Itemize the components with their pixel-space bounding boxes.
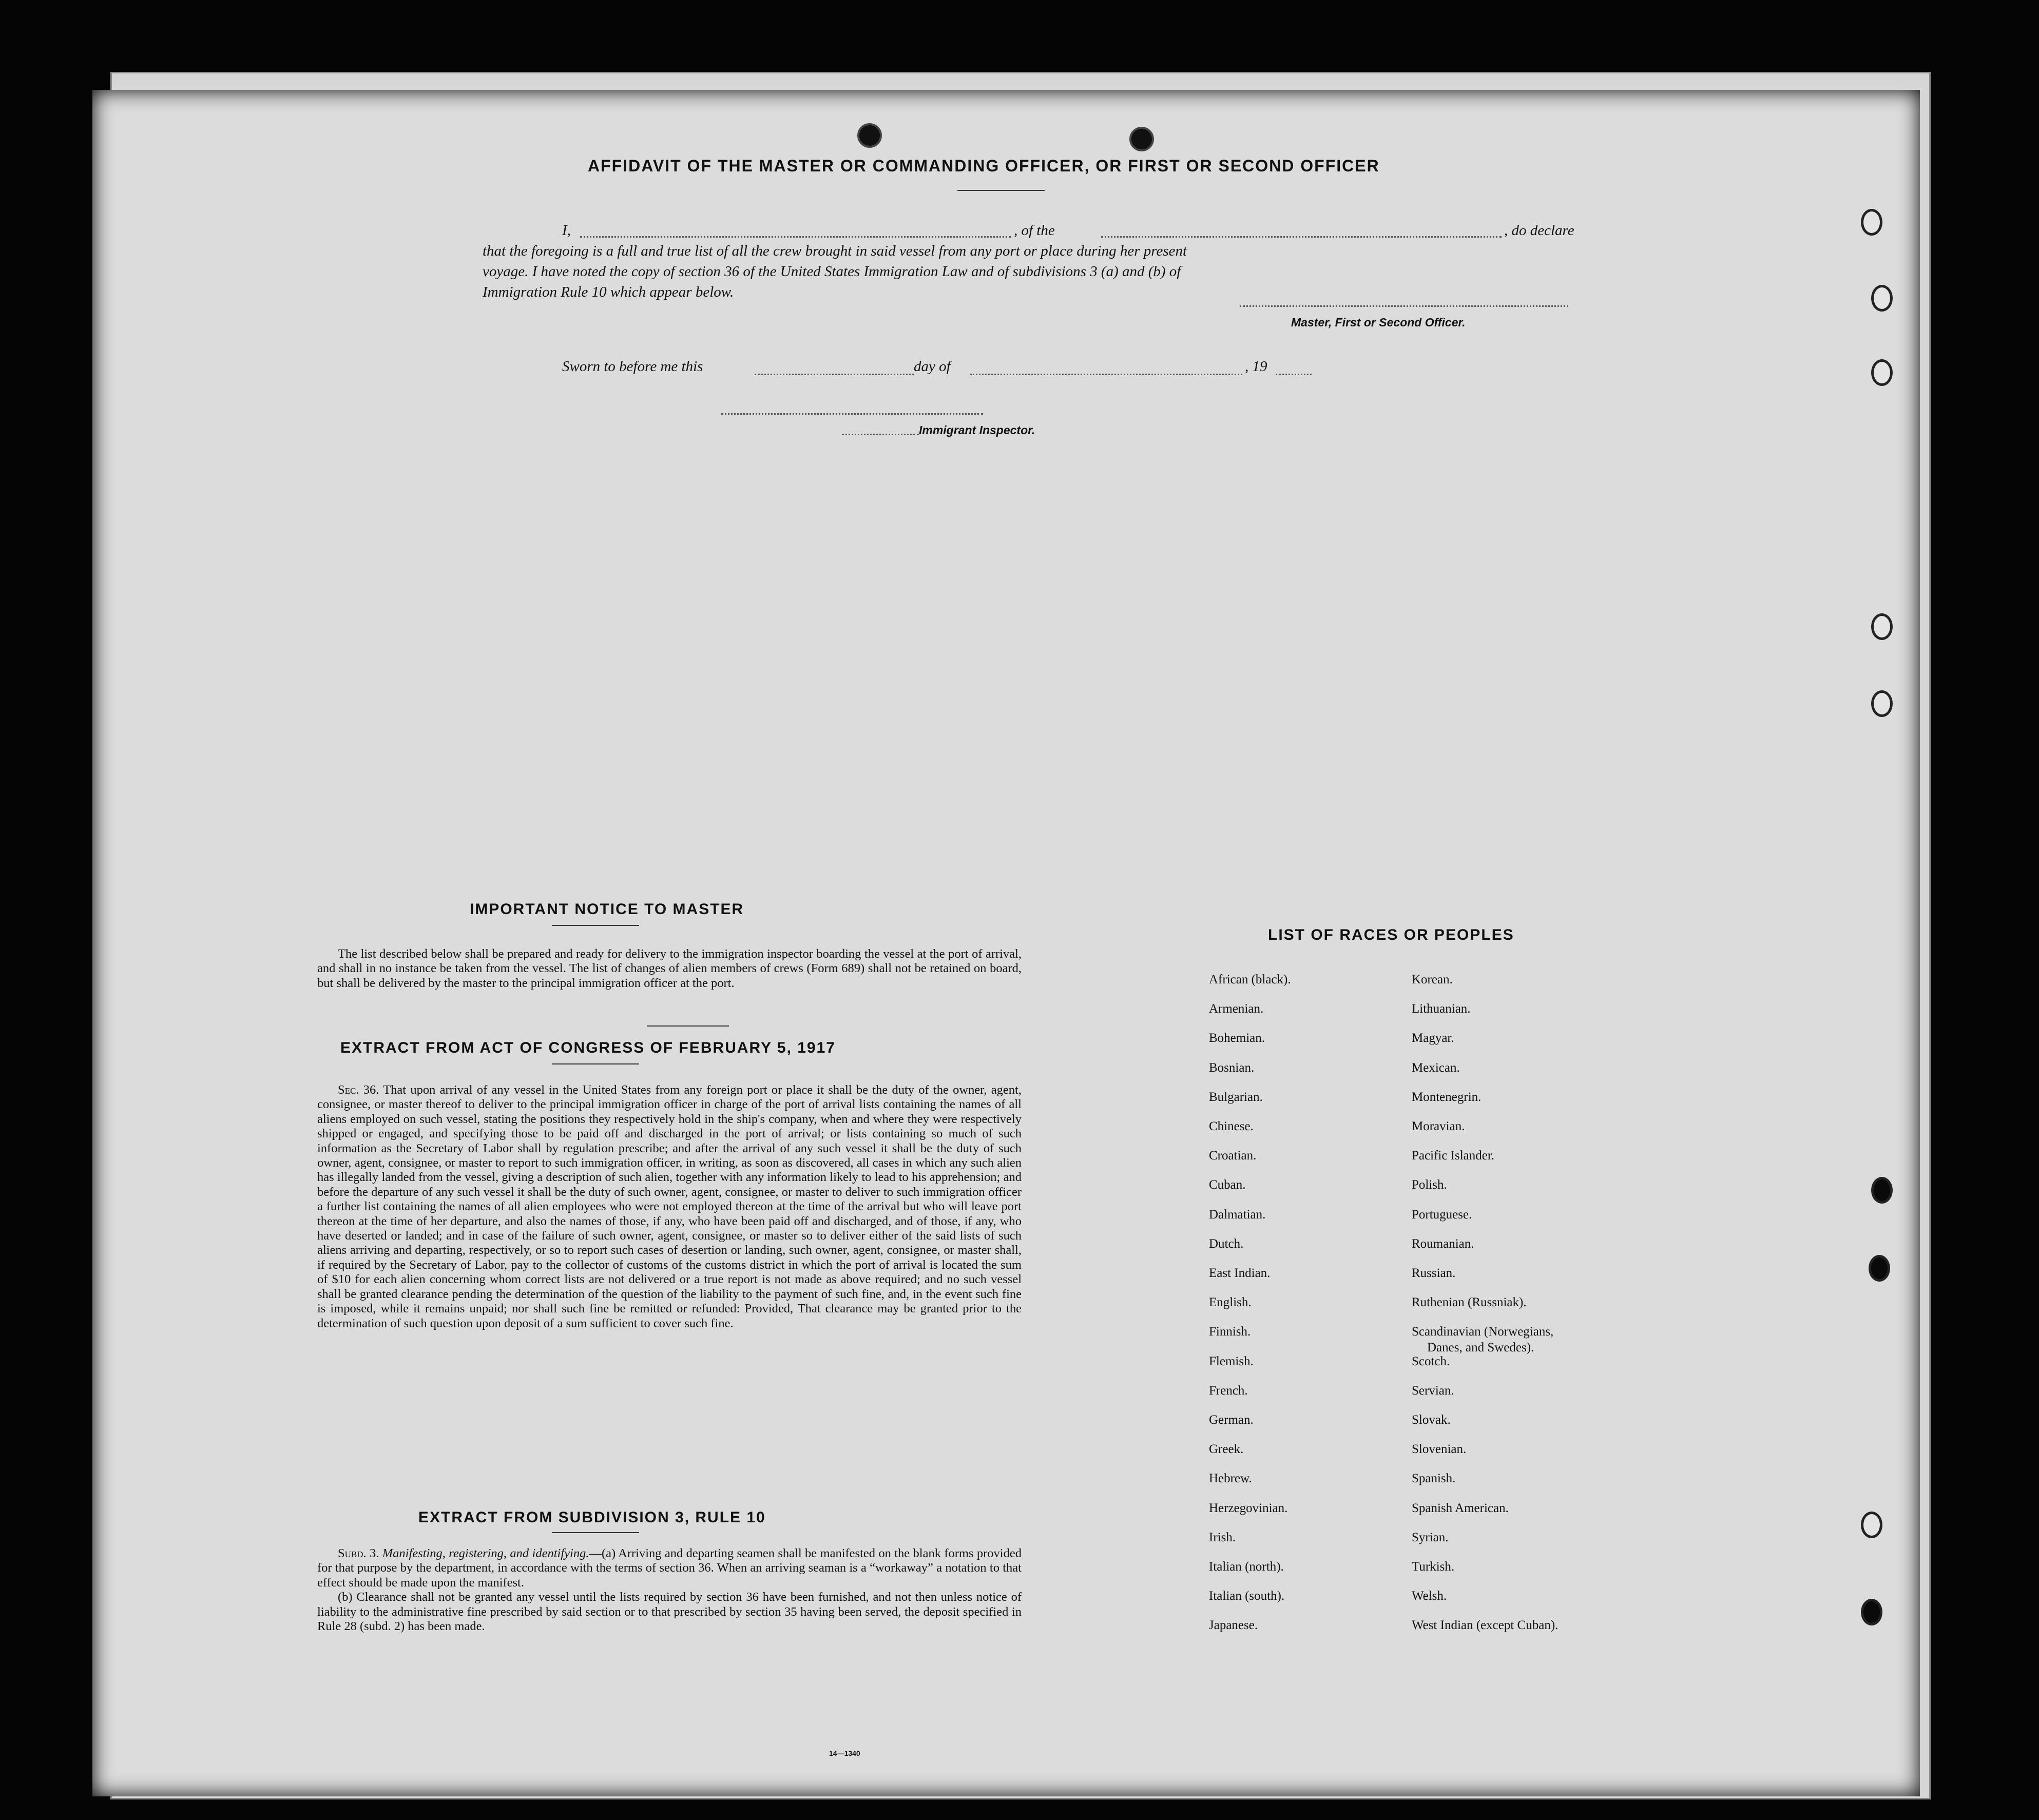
notice-title: IMPORTANT NOTICE TO MASTER [470, 901, 744, 918]
act-body [317, 1083, 1022, 1331]
title-underline [957, 190, 1045, 191]
sworn-label: Sworn to before me this [562, 358, 703, 375]
affidavit-declare: , do declare [1504, 222, 1574, 239]
punch-hole [1871, 359, 1893, 386]
binding-hole-left [857, 123, 882, 148]
inspector-line-1[interactable] [721, 413, 983, 415]
notice-divider [647, 1025, 729, 1027]
race-item: Polish. [1412, 1178, 1447, 1192]
affidavit-of-the: , of the [1014, 222, 1055, 239]
race-item: Portuguese. [1412, 1207, 1472, 1222]
notice-body [317, 947, 1022, 991]
race-item: African (black). [1209, 973, 1291, 986]
race-item: English. [1209, 1295, 1252, 1310]
punch-hole [1869, 1255, 1890, 1282]
subd-heading: Manifesting, registering, and identifying. [382, 1546, 589, 1560]
sworn-day-field[interactable] [755, 374, 914, 375]
race-item: Servian. [1412, 1383, 1454, 1398]
punch-hole [1871, 690, 1893, 717]
race-item: Bulgarian. [1209, 1090, 1263, 1104]
rule-title: EXTRACT FROM SUBDIVISION 3, RULE 10 [418, 1509, 766, 1526]
signature-label: Master, First or Second Officer. [1291, 316, 1466, 329]
affidavit-title: AFFIDAVIT OF THE MASTER OR COMMANDING OFFICER, OR FIRST OR SECOND OFFICER [588, 157, 1380, 175]
sworn-year-label: , 19 [1245, 358, 1267, 375]
race-item: Spanish. [1412, 1472, 1456, 1486]
punch-hole [1861, 1512, 1882, 1538]
act-title: EXTRACT FROM ACT OF CONGRESS OF FEBRUARY 5, 1917 [340, 1039, 836, 1056]
race-item: Bosnian. [1209, 1060, 1255, 1075]
race-item: Magyar. [1412, 1031, 1454, 1045]
race-item: Cuban. [1209, 1178, 1246, 1192]
punch-hole [1871, 1177, 1893, 1204]
race-item: Hebrew. [1209, 1472, 1252, 1486]
race-item: Herzegovinian. [1209, 1501, 1288, 1515]
inspector-label: Immigrant Inspector. [919, 423, 1035, 437]
document-page [92, 90, 1920, 1796]
race-item: Finnish. [1209, 1325, 1251, 1339]
race-item: Moravian. [1412, 1119, 1465, 1133]
form-number: 14—1340 [829, 1749, 860, 1757]
race-item: German. [1209, 1413, 1254, 1427]
race-item: Italian (south). [1209, 1589, 1285, 1603]
punch-hole [1861, 209, 1882, 236]
notice-text: The list described below shall be prepared and ready for delivery to the immigration inspector boarding the vessel at the port of arrival, and shall in no instance be taken from the vessel. The list of changes of alien members of crews (Form 689) shall not be retained on board, but shall be delivered by the master to the principal immigration officer at the port. [317, 947, 1022, 990]
notice-underline [552, 925, 639, 926]
race-item: Croatian. [1209, 1149, 1257, 1163]
act-underline [552, 1063, 639, 1064]
race-item: Montenegrin. [1412, 1090, 1482, 1104]
subd-para-b: (b) Clearance shall not be granted any vessel until the lists required by section 36 have been furnished, and not then unless notice of liability to the administrative fine prescribed by said section or to that prescribed by section 35 having been served, the deposit specified in Rule 28 (subd. 2) has been made. [317, 1590, 1022, 1634]
race-item: Ruthenian (Russniak). [1412, 1295, 1527, 1310]
rule-body [317, 1546, 1022, 1634]
race-item: Russian. [1412, 1266, 1456, 1280]
vessel-field[interactable] [1101, 236, 1502, 238]
race-item: Pacific Islander. [1412, 1149, 1495, 1163]
subd-label: Subd. 3. [338, 1546, 379, 1560]
rule-underline [552, 1532, 639, 1533]
race-item: Spanish American. [1412, 1501, 1509, 1515]
race-item: Lithuanian. [1412, 1002, 1471, 1016]
race-item: Mexican. [1412, 1060, 1460, 1075]
affidavit-line4: Immigration Rule 10 which appear below. [483, 284, 734, 300]
punch-hole [1871, 285, 1893, 312]
affidavit-i: I, [562, 222, 571, 239]
act-text: That upon arrival of any vessel in the United States from any foreign port or place it shall be the duty of the owner, agent, consignee, or master thereof to deliver to the principal immigration officer in charge of the port of arrival lists containing the names of all aliens employed on such vessel, stating the positions they respectively hold in the ship's company, when and where they were respectively shipped or engaged, and specifying those to be paid off and discharged in the port of arrival; or lists containing so much of such information as the Secretary of Labor shall by regulation prescribe; and after the arrival of any such vessel it shall be the duty of such owner, agent, consignee, or master to report to such immigration officer, in writing, as soon as discovered, all cases in which any such alien has illegally landed from the vessel, giving a description of such alien, together with any information likely to lead to his apprehension; and before the departure of any such vessel it shall be the duty of such owner, agent, consignee, or master to deliver to such immigration officer a further list containing the names of all alien employees who were not employed thereon at the time of the arrival but who will leave port thereon at the time of her departure, and also the names of those, if any, who have been paid off and discharged, and of those, if any, who have deserted or landed; and in case of the failure of such owner, agent, consignee, or master so to deliver either of the said lists of such aliens arriving and departing, respectively, or so to report such cases of desertion or landing, such owner, agent, consignee, or master shall, if required by the Secretary of Labor, pay to the collector of customs of the customs district in which the port of arrival is located the sum of $10 for each alien concerning whom correct lists are not delivered or a true report is not made as above required; and no such vessel shall be granted clearance pending the determination of the question of the liability to the payment of such fine, and, in the event such fine is imposed, while it remains unpaid; nor shall such fine be remitted or refunded: Provided, That clearance may be granted prior to the determination of such question upon deposit of a sum sufficient to cover such fine. [317, 1083, 1022, 1330]
race-item: Italian (north). [1209, 1560, 1284, 1574]
act-sec-label: Sec. 36. [338, 1083, 379, 1097]
binding-hole-right [1129, 127, 1154, 151]
race-item: Dalmatian. [1209, 1207, 1266, 1222]
races-title: LIST OF RACES OR PEOPLES [1268, 926, 1514, 943]
race-item: Japanese. [1209, 1618, 1258, 1633]
race-item: Slovak. [1412, 1413, 1451, 1427]
race-item: East Indian. [1209, 1266, 1271, 1280]
inspector-line-2[interactable] [842, 434, 919, 435]
race-item: Welsh. [1412, 1589, 1447, 1603]
signature-field[interactable] [1240, 305, 1568, 307]
race-item: French. [1209, 1383, 1248, 1398]
sworn-year-field[interactable] [1276, 374, 1312, 375]
race-item: Slovenian. [1412, 1442, 1467, 1457]
race-item: Irish. [1209, 1530, 1236, 1544]
race-item: West Indian (except Cuban). [1412, 1618, 1559, 1633]
race-item: Armenian. [1209, 1002, 1264, 1016]
punch-hole [1861, 1599, 1882, 1625]
race-item: Bohemian. [1209, 1031, 1265, 1045]
race-item: Flemish. [1209, 1354, 1254, 1368]
race-item: Dutch. [1209, 1236, 1244, 1251]
punch-hole [1871, 613, 1893, 640]
name-field[interactable] [580, 236, 1011, 238]
race-item: Scotch. [1412, 1354, 1450, 1368]
race-item: Scandinavian (Norwegians, [1412, 1325, 1554, 1339]
race-item: Syrian. [1412, 1530, 1449, 1544]
race-item: Greek. [1209, 1442, 1244, 1457]
affidavit-line3: voyage. I have noted the copy of section 36 of the United States Immigration Law and of subdivisions 3 (a) and (b) of [483, 263, 1181, 280]
race-item: Turkish. [1412, 1560, 1455, 1574]
race-item: Chinese. [1209, 1119, 1254, 1133]
sworn-month-field[interactable] [970, 374, 1242, 375]
race-scandinavian-cont: Danes, and Swedes). [1427, 1341, 1534, 1354]
race-item: Roumanian. [1412, 1236, 1474, 1251]
sworn-day-label: day of [914, 358, 951, 375]
affidavit-line2: that the foregoing is a full and true list of all the crew brought in said vessel from any port or place during her present [483, 243, 1187, 259]
race-item: Korean. [1412, 973, 1453, 986]
subd-para-a: —(a) Arriving and departing seamen shall be manifested on the blank forms provided for that purpose by the department, in accordance with the terms of section 36. When an arriving seaman is a “workaway” a notation to that effect should be made upon the manifest. [317, 1546, 1022, 1590]
